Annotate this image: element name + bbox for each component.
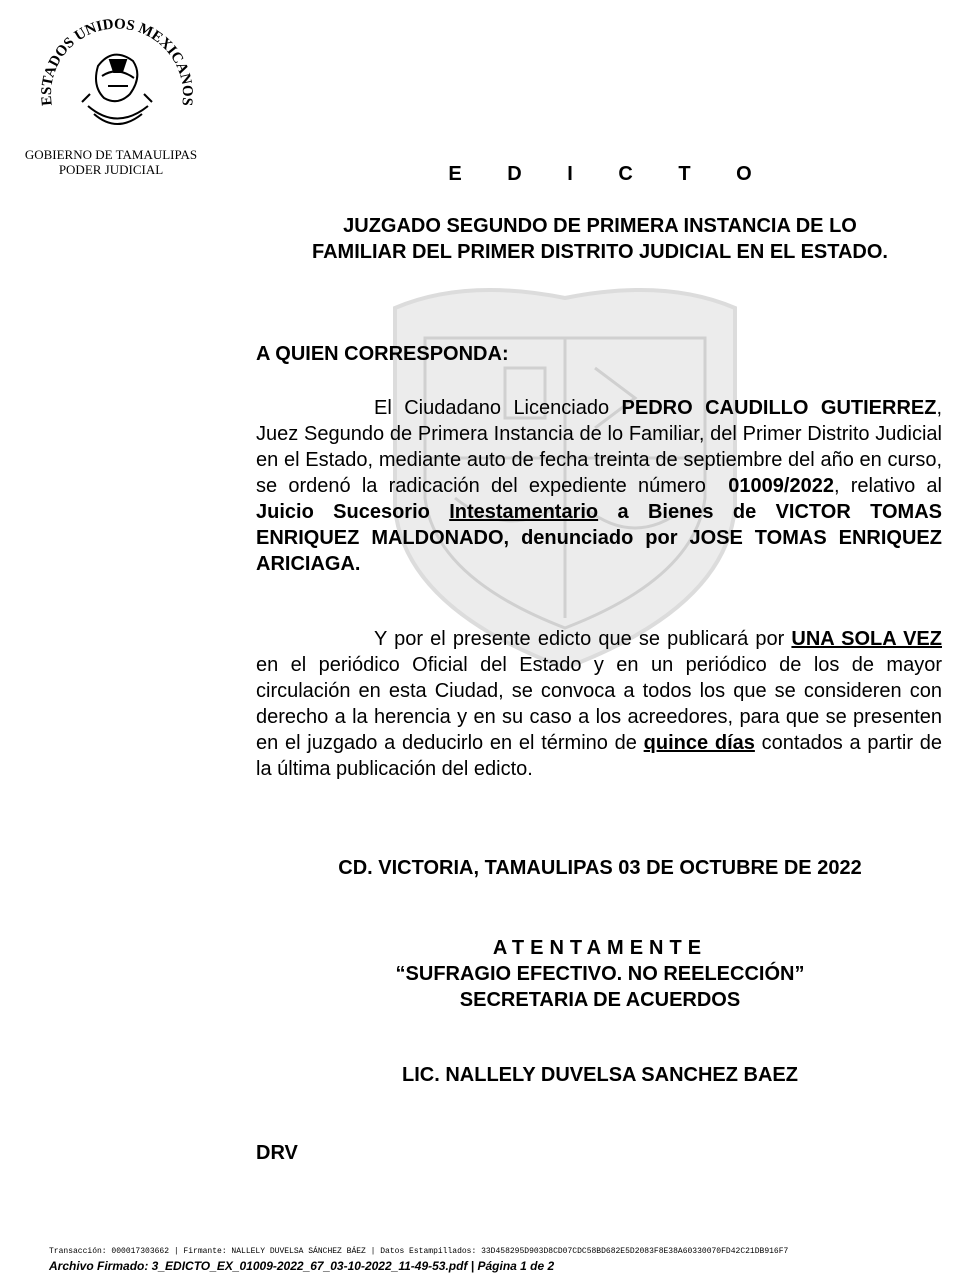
court-heading — [258, 213, 942, 265]
gov-name: GOBIERNO DE TAMAULIPAS — [24, 147, 198, 162]
date-line: CD. VICTORIA, TAMAULIPAS 03 DE OCTUBRE DE 2022 — [338, 857, 862, 879]
term-days: quince días — [643, 732, 755, 754]
closing-atentamente: ATENTAMENTE — [492, 937, 708, 959]
initials: DRV — [256, 1142, 298, 1164]
judge-name: PEDRO CAUDILLO GUTIERREZ — [621, 397, 937, 419]
judicial-branch: PODER JUDICIAL — [58, 162, 164, 177]
paragraph-publication — [256, 626, 942, 782]
trial-type-b: Intestamentario — [449, 501, 599, 523]
footer-file: Archivo Firmado: 3_EDICTO_EX_01009-2022_67_03-10-2022_11-49-53.pdf | Página 1 de 2 — [49, 1259, 555, 1273]
paragraph-notice — [256, 395, 942, 577]
closing-block — [258, 935, 942, 1013]
closing-motto: “SUFRAGIO EFECTIVO. NO REELECCIÓN” — [395, 963, 805, 985]
court-line-1: JUZGADO SEGUNDO DE PRIMERA INSTANCIA DE LO — [343, 215, 857, 237]
mexico-seal-icon — [38, 6, 196, 144]
court-line-2: FAMILIAR DEL PRIMER DISTRITO JUDICIAL EN EL ESTADO. — [312, 241, 888, 263]
signer-name: LIC. NALLELY DUVELSA SANCHEZ BAEZ — [402, 1064, 798, 1086]
document-title: E D I C T O — [448, 163, 772, 185]
government-label — [18, 147, 204, 177]
trial-type-a: Juicio Sucesorio — [256, 501, 430, 523]
closing-office: SECRETARIA DE ACUERDOS — [459, 989, 741, 1011]
publication-frequency: UNA SOLA VEZ — [791, 628, 942, 650]
p2-text-2: en el periódico Oficial del Estado y en un periódico de los de mayor circulación en esta Ciudad, se convoca a todos los que se consideren con derecho a la herencia y en su caso a los acreedores, para que se presenten en el juzgado a deducirlo en el término de — [256, 654, 942, 754]
recipient-line: A QUIEN CORRESPONDA: — [256, 343, 509, 365]
footer-transaction: Transacción: 000017303662 | Firmante: NALLELY DUVELSA SÁNCHEZ BÁEZ | Datos Estampillados: 33D458295D903D8CD07CDC58BD682E5D2083F8E38A60330070FD42C21DB916F7 — [49, 1247, 789, 1256]
p1-text-2: , Juez Segundo de Primera Instancia de lo Familiar, del Primer Distrito Judicial en el Estado, mediante auto de fecha treinta de septiembre del año en curso, se ordenó la radicación del expediente número — [256, 397, 943, 497]
p1-text-3: , relativo al — [833, 475, 942, 497]
p2-text-3: contados a partir de la última publicación del edicto. — [256, 732, 942, 780]
seal-text: ESTADOS UNIDOS MEXICANOS — [38, 16, 196, 107]
p2-text-1: Y por el presente edicto que se publicará por — [374, 628, 792, 650]
p1-text-1: El Ciudadano Licenciado — [374, 397, 622, 419]
p1-text-4: a Bienes de VICTOR TOMAS ENRIQUEZ MALDONADO, denunciado por JOSE TOMAS ENRIQUEZ ARICIAGA. — [256, 501, 942, 575]
case-number: 01009/2022 — [728, 475, 834, 497]
